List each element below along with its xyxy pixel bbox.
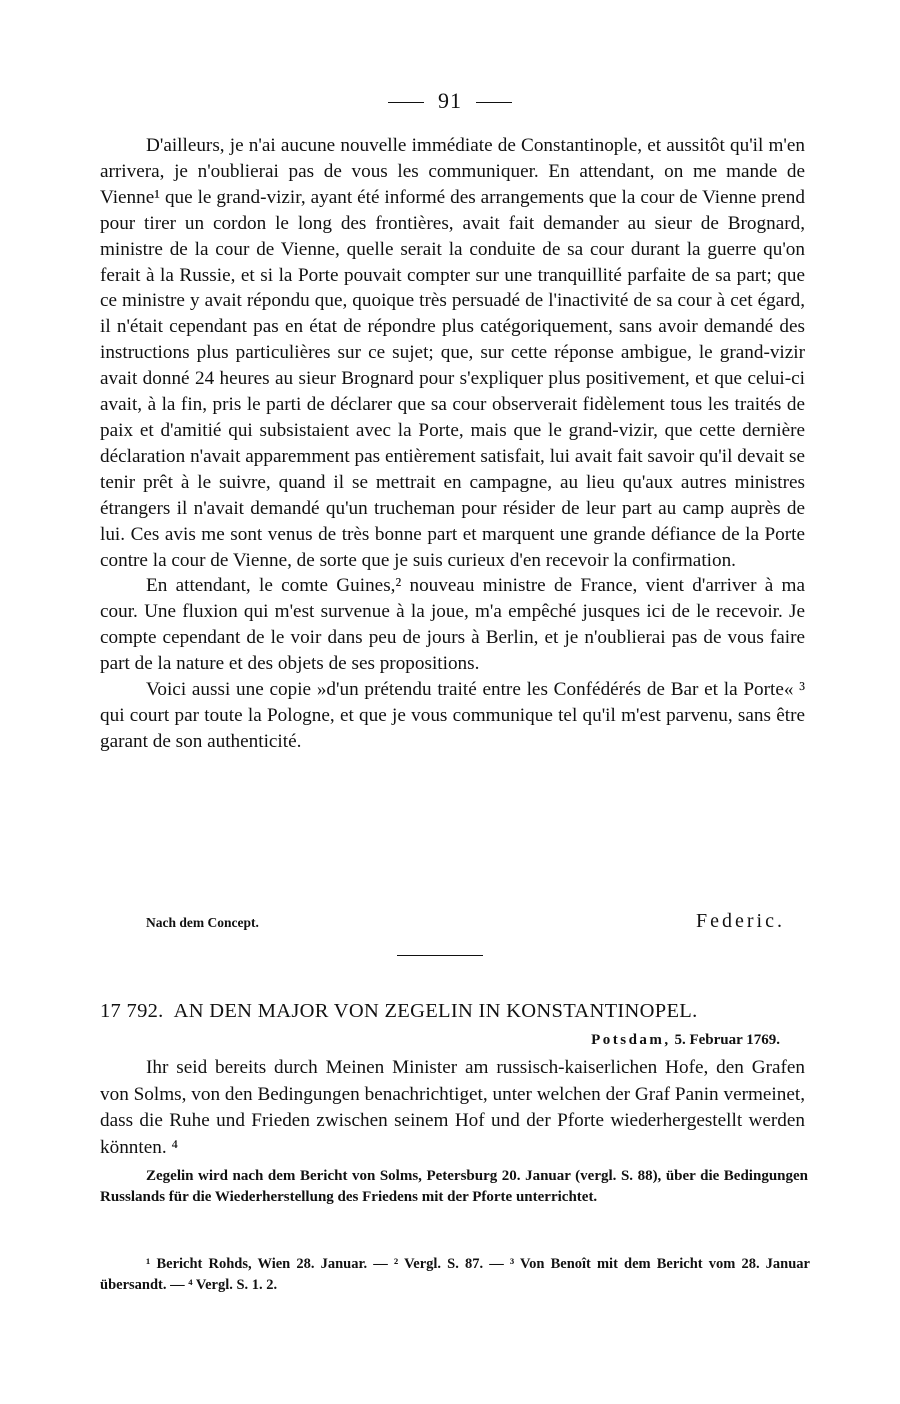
letter-title: AN DEN MAJOR VON ZEGELIN IN KONSTANTINOPEL.: [173, 1000, 698, 1022]
dateline: [591, 1032, 780, 1049]
source-note: Nach dem Concept.: [146, 915, 259, 930]
letter-heading: [100, 1000, 810, 1023]
letter-body-french: [100, 133, 805, 755]
footnote-text: ¹ Bericht Rohds, Wien 28. Januar. — ² Vergl. S. 87. — ³ Von Benoît mit dem Bericht vom 28. Januar übersandt. — ⁴ Vergl. S. 1. 2.: [100, 1256, 810, 1293]
dateline-date: 5. Februar 1769.: [674, 1032, 780, 1048]
editorial-summary: [100, 1166, 808, 1207]
paragraph: En attendant, le comte Guines,² nouveau ministre de France, vient d'arriver à ma cour. Une fluxion qui m'est survenue à la joue, m'a empêché jusques ici de le recevoir. Je compte cependant de le voir dans peu de jours à Berlin, et je n'oublierai pas de vous faire part de la nature et des objets de ses propositions.: [100, 575, 805, 675]
paragraph: Voici aussi une copie »d'un prétendu traité entre les Confédérés de Bar et la Porte« ³ qui court par toute la Pologne, et que je vous communique tel qu'il m'est parvenu, sans être garant de son authenticité.: [100, 679, 805, 752]
letter-body-german: [100, 1055, 805, 1161]
page-header: [0, 88, 900, 114]
paragraph: Ihr seid bereits durch Meinen Minister am russisch-kaiserlichen Hofe, den Grafen von Solms, von den Bedingungen benachrichtiget, unter welchen der Graf Panin vermeinet, dass die Ruhe und Frieden zwischen seinem Hof und der Pforte wiederhergestellt werden könnten. ⁴: [100, 1057, 805, 1158]
signature-row: [100, 910, 805, 936]
footnotes: [100, 1254, 810, 1296]
dateline-place: Potsdam,: [591, 1032, 671, 1048]
header-dash-right: [476, 102, 512, 103]
signature: Federic.: [696, 910, 785, 932]
section-divider: [397, 955, 483, 956]
summary-text: Zegelin wird nach dem Bericht von Solms, Petersburg 20. Januar (vergl. S. 88), über die Bedingungen Russlands für die Wiederherstellung des Friedens mit der Pforte unterrichtet.: [100, 1168, 808, 1205]
page-number: 91: [438, 88, 462, 113]
paragraph: D'ailleurs, je n'ai aucune nouvelle immédiate de Constantinople, et aussitôt qu'il m'en arrivera, je n'oublierai pas de vous les communiquer. En attendant, on me mande de Vienne¹ que le grand-vizir, ayant été informé des arrangements que la cour de Vienne prend pour tirer un cordon le long des frontières, avait fait demander au sieur de Brognard, ministre de la cour de Vienne, quelle serait la conduite de sa cour durant la guerre qu'on ferait à la Russie, et si la Porte pouvait compter sur une tranquillité parfaite de sa part; que ce ministre y avait répondu que, quoique très persuadé de l'inactivité de sa cour à cet égard, il n'était cependant pas en état de répondre plus catégoriquement, sans avoir demandé des instructions plus particulières sur ce sujet; que, sur cette réponse ambigue, le grand-vizir avait donné 24 heures au sieur Brognard pour s'expliquer plus positivement, et que celui-ci avait, à la fin, pris le parti de déclarer que sa cour observerait fidèlement tous les traités de paix et d'amitié qui subsistaient avec la Porte, mais que le grand-vizir, que cette dernière déclaration n'avait apparemment pas entièrement satisfait, lui avait fait savoir qu'il devait se tenir prêt à le suivre, quand il se mettrait en campagne, au lieu qu'aux autres ministres étrangers il n'avait demandé qu'un trucheman pour résider de leur part au camp auprès de lui. Ces avis me sont venus de très bonne part et marquent une grande défiance de la Porte contre la cour de Vienne, de sorte que je suis curieux d'en recevoir la confirmation.: [100, 135, 805, 571]
header-dash-left: [388, 102, 424, 103]
letter-number: 17 792.: [100, 1000, 164, 1022]
